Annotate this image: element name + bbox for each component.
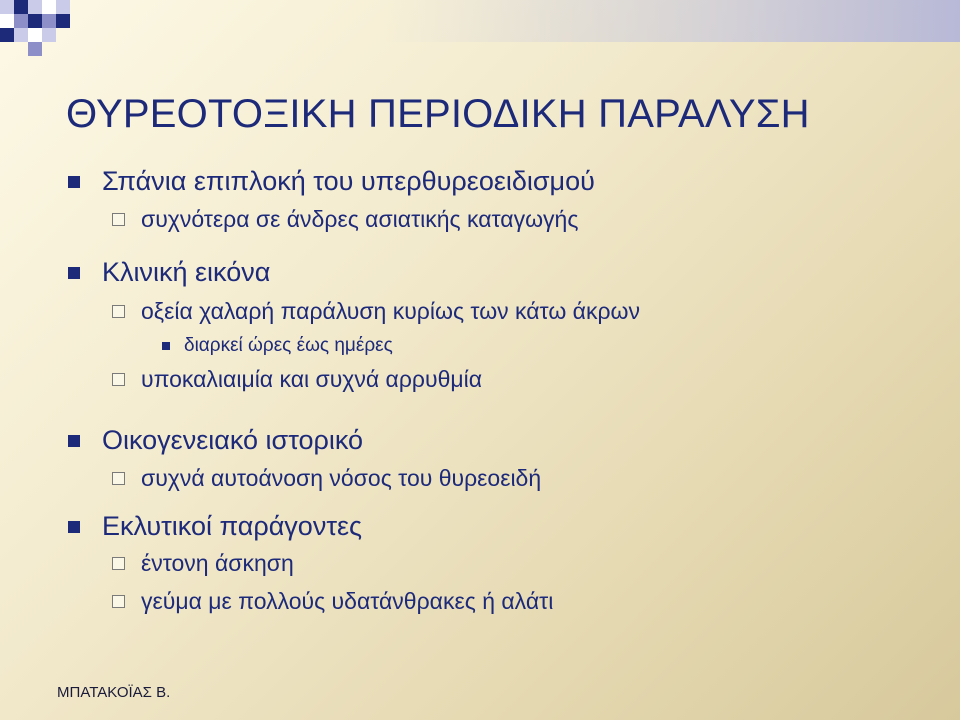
bullet-heading — [68, 166, 595, 197]
small-square-bullet-icon — [162, 342, 170, 350]
bullet-item — [112, 206, 578, 233]
decor-square — [0, 28, 14, 42]
square-bullet-icon — [68, 521, 80, 533]
hollow-square-bullet-icon — [112, 373, 125, 386]
bullet-item — [112, 550, 294, 577]
bullet-item — [112, 588, 553, 615]
bullet-item-text: συχνά αυτοάνοση νόσος του θυρεοειδή — [141, 465, 542, 491]
decor-square — [14, 28, 28, 42]
slide-title: ΘΥΡΕΟΤΟΞΙΚΗ ΠΕΡΙΟΔΙΚΗ ΠΑΡΑΛΥΣΗ — [66, 92, 810, 136]
decor-square — [14, 0, 28, 14]
hollow-square-bullet-icon — [112, 595, 125, 608]
bullet-item-text: γεύμα με πολλούς υδατάνθρακες ή αλάτι — [141, 588, 554, 614]
decor-square — [0, 14, 14, 28]
decor-square — [42, 14, 56, 28]
decor-square — [56, 14, 70, 28]
bullet-heading-text: Κλινική εικόνα — [102, 257, 271, 287]
decor-square — [28, 14, 42, 28]
footer-author: ΜΠΑΤΑΚΟΪΑΣ Β. — [57, 684, 171, 701]
decor-square — [28, 28, 42, 42]
bullet-heading — [68, 425, 363, 456]
decor-square — [28, 42, 42, 56]
bullet-item-text: υποκαλιαιμία και συχνά αρρυθμία — [141, 366, 483, 392]
bullet-item — [112, 465, 541, 492]
hollow-square-bullet-icon — [112, 472, 125, 485]
bullet-subitem — [162, 335, 393, 357]
decor-square — [0, 0, 14, 14]
square-bullet-icon — [68, 176, 80, 188]
decor-square — [42, 28, 56, 42]
decor-square — [42, 0, 56, 14]
bullet-heading-text: Οικογενειακό ιστορικό — [102, 425, 364, 455]
bullet-item-text: οξεία χαλαρή παράλυση κυρίως των κάτω άκρων — [141, 298, 641, 324]
header-gradient-band — [0, 0, 960, 42]
decor-square — [14, 14, 28, 28]
bullet-item — [112, 366, 482, 393]
hollow-square-bullet-icon — [112, 557, 125, 570]
bullet-item-text: έντονη άσκηση — [141, 550, 294, 576]
hollow-square-bullet-icon — [112, 305, 125, 318]
bullet-item-text: συχνότερα σε άνδρες ασιατικής καταγωγής — [141, 206, 579, 232]
bullet-heading-text: Σπάνια επιπλοκή του υπερθυρεοειδισμού — [102, 166, 595, 196]
bullet-item — [112, 298, 640, 325]
decor-square — [56, 0, 70, 14]
bullet-heading-text: Εκλυτικοί παράγοντες — [102, 511, 363, 541]
hollow-square-bullet-icon — [112, 213, 125, 226]
square-bullet-icon — [68, 267, 80, 279]
bullet-heading — [68, 257, 270, 288]
decor-square — [28, 0, 42, 14]
bullet-subitem-text: διαρκεί ώρες έως ημέρες — [184, 335, 393, 356]
square-bullet-icon — [68, 435, 80, 447]
bullet-heading — [68, 511, 362, 542]
